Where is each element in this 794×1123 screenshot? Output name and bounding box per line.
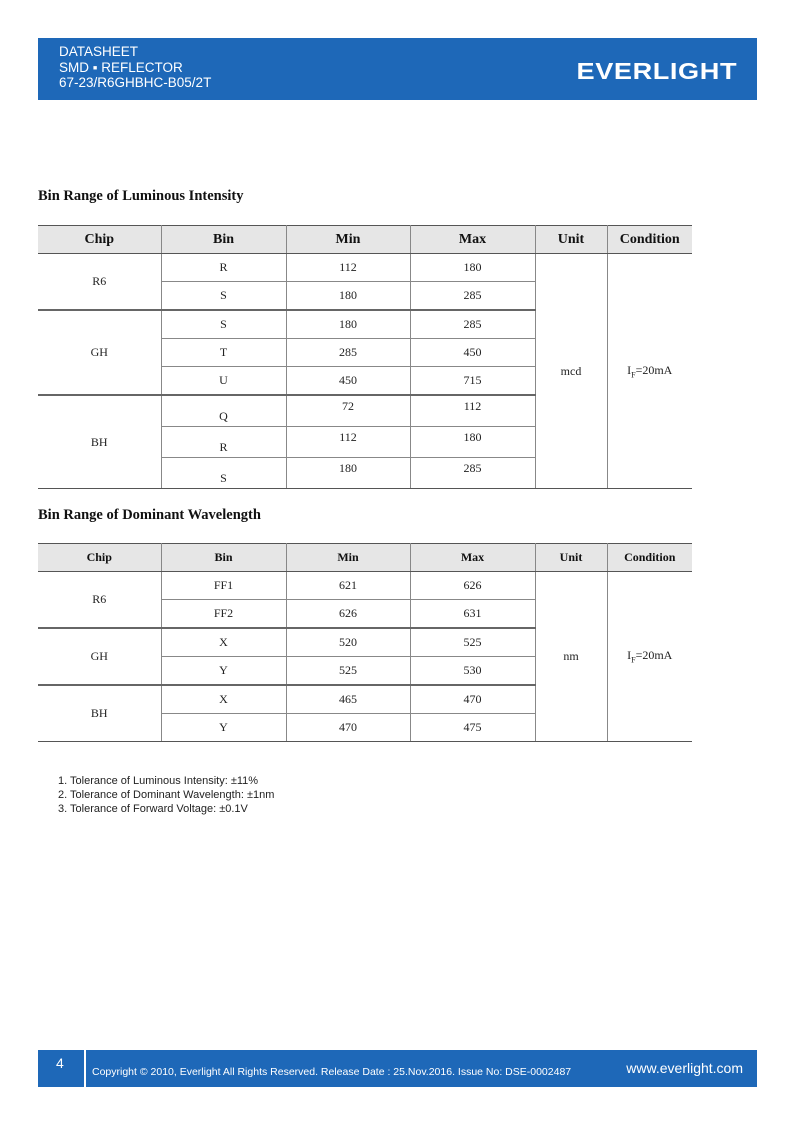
col-max: Max bbox=[410, 544, 535, 572]
condition-cell: $I_F=20mA$ bbox=[607, 254, 692, 489]
max-cell: 285 bbox=[410, 282, 535, 311]
luminous-table bbox=[38, 225, 692, 489]
bin-cell: Q bbox=[161, 395, 286, 427]
chip-cell: R6 bbox=[38, 572, 161, 629]
bin-cell: X bbox=[161, 685, 286, 714]
footer-bar bbox=[84, 1050, 757, 1087]
min-cell: 112 bbox=[286, 254, 410, 282]
chip-cell: GH bbox=[38, 628, 161, 685]
col-min: Min bbox=[286, 544, 410, 572]
table-row bbox=[38, 572, 692, 600]
max-cell: 285 bbox=[410, 458, 535, 489]
header-bar bbox=[38, 38, 757, 100]
min-cell: 470 bbox=[286, 714, 410, 742]
bin-cell: S bbox=[161, 458, 286, 489]
bin-cell: S bbox=[161, 310, 286, 339]
bin-cell: Y bbox=[161, 714, 286, 742]
col-chip: Chip bbox=[38, 544, 161, 572]
note-item: 3. Tolerance of Forward Voltage: ±0.1V bbox=[58, 803, 248, 815]
min-cell: 525 bbox=[286, 657, 410, 686]
chip-cell: BH bbox=[38, 395, 161, 489]
max-cell: 450 bbox=[410, 339, 535, 367]
min-cell: 450 bbox=[286, 367, 410, 396]
bin-cell: R bbox=[161, 427, 286, 458]
max-cell: 631 bbox=[410, 600, 535, 629]
min-cell: 621 bbox=[286, 572, 410, 600]
bin-cell: Y bbox=[161, 657, 286, 686]
col-bin: Bin bbox=[161, 226, 286, 254]
part-number: 67-23/R6GHBHC-B05/2T bbox=[59, 75, 212, 90]
table-header-row bbox=[38, 544, 692, 572]
min-cell: 465 bbox=[286, 685, 410, 714]
min-cell: 112 bbox=[286, 427, 410, 458]
bin-cell: FF1 bbox=[161, 572, 286, 600]
bin-cell: U bbox=[161, 367, 286, 396]
page-number: 4 bbox=[56, 1055, 64, 1071]
wavelength-table bbox=[38, 543, 692, 742]
col-bin: Bin bbox=[161, 544, 286, 572]
table-row bbox=[38, 254, 692, 282]
bin-cell: T bbox=[161, 339, 286, 367]
min-cell: 626 bbox=[286, 600, 410, 629]
chip-cell: R6 bbox=[38, 254, 161, 311]
bin-cell: FF2 bbox=[161, 600, 286, 629]
website-link[interactable]: www.everlight.com bbox=[626, 1060, 743, 1076]
header-text bbox=[59, 44, 211, 91]
col-unit: Unit bbox=[535, 226, 607, 254]
col-min: Min bbox=[286, 226, 410, 254]
max-cell: 626 bbox=[410, 572, 535, 600]
bin-cell: R bbox=[161, 254, 286, 282]
min-cell: 520 bbox=[286, 628, 410, 657]
min-cell: 285 bbox=[286, 339, 410, 367]
chip-cell: BH bbox=[38, 685, 161, 742]
max-cell: 715 bbox=[410, 367, 535, 396]
bin-cell: X bbox=[161, 628, 286, 657]
page-number-box bbox=[38, 1050, 84, 1087]
tolerance-notes bbox=[58, 774, 274, 816]
wavelength-title: Bin Range of Dominant Wavelength bbox=[38, 507, 261, 523]
chip-cell: GH bbox=[38, 310, 161, 395]
copyright-text: Copyright © 2010, Everlight All Rights Reserved. Release Date : 25.Nov.2016. Issue No: DSE-0002487 bbox=[92, 1066, 572, 1078]
product-family: SMD ▪ REFLECTOR bbox=[59, 59, 183, 75]
max-cell: 475 bbox=[410, 714, 535, 742]
min-cell: 180 bbox=[286, 310, 410, 339]
min-cell: 180 bbox=[286, 282, 410, 311]
everlight-logo: EVERLIGHT bbox=[576, 58, 737, 84]
note-item: 2. Tolerance of Dominant Wavelength: ±1nm bbox=[58, 789, 275, 801]
doc-type: DATASHEET bbox=[59, 44, 139, 59]
col-max: Max bbox=[410, 226, 535, 254]
unit-cell: nm bbox=[535, 572, 607, 742]
max-cell: 180 bbox=[410, 254, 535, 282]
min-cell: 72 bbox=[286, 395, 410, 427]
max-cell: 112 bbox=[410, 395, 535, 427]
unit-cell: mcd bbox=[535, 254, 607, 489]
max-cell: 530 bbox=[410, 657, 535, 686]
bin-cell: S bbox=[161, 282, 286, 311]
note-item: 1. Tolerance of Luminous Intensity: ±11% bbox=[58, 775, 259, 787]
max-cell: 285 bbox=[410, 310, 535, 339]
col-condition: Condition bbox=[607, 544, 692, 572]
table-header-row bbox=[38, 226, 692, 254]
col-condition: Condition bbox=[607, 226, 692, 254]
min-cell: 180 bbox=[286, 458, 410, 489]
col-chip: Chip bbox=[38, 226, 161, 254]
max-cell: 470 bbox=[410, 685, 535, 714]
max-cell: 525 bbox=[410, 628, 535, 657]
luminous-title: Bin Range of Luminous Intensity bbox=[38, 188, 244, 204]
col-unit: Unit bbox=[535, 544, 607, 572]
max-cell: 180 bbox=[410, 427, 535, 458]
condition-cell: $I_F=20mA$ bbox=[607, 572, 692, 742]
